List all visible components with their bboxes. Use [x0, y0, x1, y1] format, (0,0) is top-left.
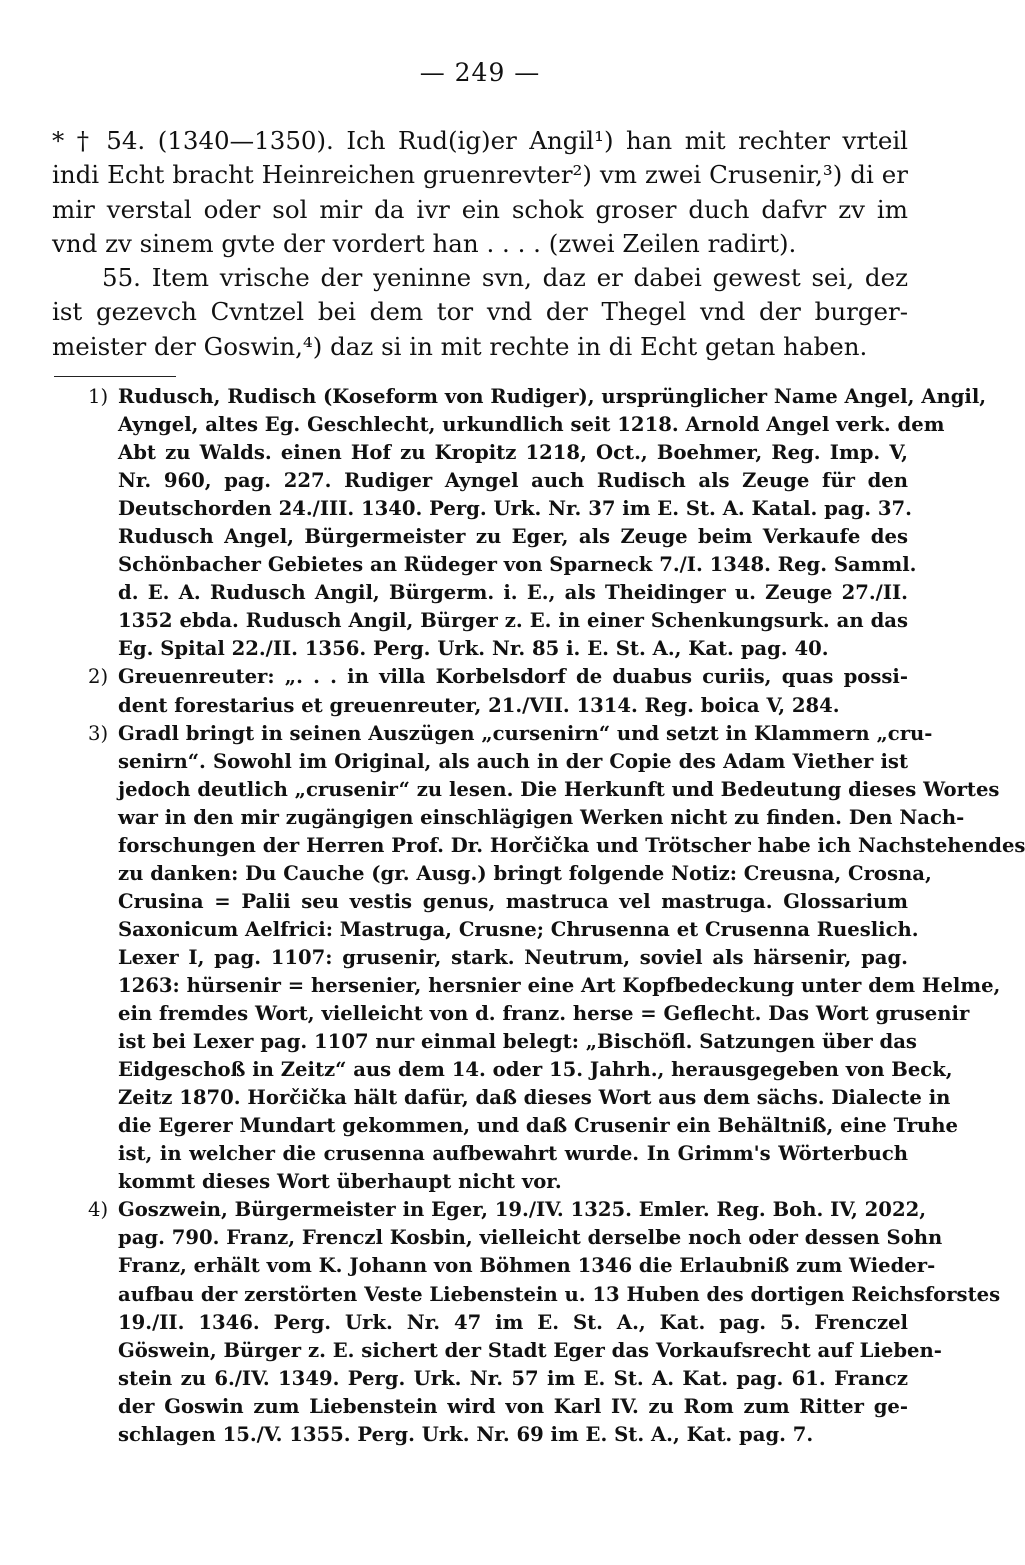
- main-text-line: indi Echt bracht Heinreichen gruenrevter²) vm zwei Crusenir,³) di er: [52, 160, 908, 190]
- footnote-line: Eg. Spital 22./II. 1356. Perg. Urk. Nr. 85 i. E. St. A., Kat. pag. 40.: [118, 637, 829, 661]
- footnote-line: Eidgeschoß in Zeitz“ aus dem 14. oder 15. Jahrh., herausgegeben von Beck,: [118, 1058, 953, 1082]
- footnote-line: forschungen der Herren Prof. Dr. Horčička und Trötscher habe ich Nachstehendes: [118, 833, 1025, 857]
- page-number: — 249 —: [419, 58, 541, 87]
- footnote-line: 19./II. 1346. Perg. Urk. Nr. 47 im E. St. A., Kat. pag. 5. Frenczel: [118, 1310, 908, 1334]
- footnote-text: Gradl bringt in seinen Auszügen „cursenirn“ und setzt in Klammern „cru-: [118, 721, 933, 745]
- main-text-block: [52, 124, 908, 364]
- footnote-line: Lexer I, pag. 1107: grusenir, stark. Neutrum, soviel als härsenir, pag.: [118, 945, 908, 969]
- footnote-line: schlagen 15./V. 1355. Perg. Urk. Nr. 69 im E. St. A., Kat. pag. 7.: [118, 1422, 814, 1446]
- footnotes-block: [52, 383, 1025, 1449]
- footnote-line: Schönbacher Gebietes an Rüdeger von Sparneck 7./I. 1348. Reg. Samml.: [118, 553, 917, 577]
- footnote-line: ist bei Lexer pag. 1107 nur einmal belegt: „Bischöfl. Satzungen über das: [118, 1030, 917, 1054]
- footnote-line: 1352 ebda. Rudusch Angil, Bürger z. E. in einer Schenkungsurk. an das: [118, 609, 908, 633]
- footnote-line: Franz, erhält vom K. Johann von Böhmen 1346 die Erlaubniß zum Wieder-: [118, 1254, 936, 1278]
- footnote-line: Göswein, Bürger z. E. sichert der Stadt Eger das Vorkaufsrecht auf Lieben-: [118, 1338, 942, 1362]
- footnote-line: 1263: hürsenir = hersenier, hersnier eine Art Kopfbedeckung unter dem Helme,: [118, 973, 1001, 997]
- footnote-line: die Egerer Mundart gekommen, und daß Crusenir ein Behältniß, eine Truhe: [118, 1114, 959, 1138]
- footnote-line: der Goswin zum Liebenstein wird von Karl IV. zu Rom zum Ritter ge-: [118, 1394, 908, 1418]
- footnote-line: senirn“. Sowohl im Original, als auch in der Copie des Adam Viether ist: [118, 749, 908, 773]
- footnote-line: Nr. 960, pag. 227. Rudiger Ayngel auch Rudisch als Zeuge für den: [118, 469, 908, 493]
- footnote-line: Deutschorden 24./III. 1340. Perg. Urk. Nr. 37 im E. St. A. Katal. pag. 37.: [118, 497, 912, 521]
- main-text-line: meister der Goswin,⁴) daz si in mit rechte in di Echt getan haben.: [52, 331, 868, 361]
- footnote-line: kommt dieses Wort überhaupt nicht vor.: [118, 1170, 562, 1194]
- footnote-marker: 3): [88, 721, 109, 745]
- footnote-line: zu danken: Du Cauche (gr. Ausg.) bringt folgende Notiz: Creusna, Crosna,: [118, 861, 932, 885]
- footnote-line: stein zu 6./IV. 1349. Perg. Urk. Nr. 57 im E. St. A. Kat. pag. 61. Francz: [118, 1366, 908, 1390]
- footnote-line: Ayngel, altes Eg. Geschlecht, urkundlich seit 1218. Arnold Angel verk. dem: [118, 413, 945, 437]
- footnote-line: Abt zu Walds. einen Hof zu Kropitz 1218, Oct., Boehmer, Reg. Imp. V,: [118, 441, 908, 465]
- document-page: [52, 0, 1025, 1565]
- main-text-line: mir verstal oder sol mir da ivr ein schok groser duch dafvr zv im: [52, 194, 908, 224]
- footnote-line: Zeitz 1870. Horčička hält dafür, daß dieses Wort aus dem sächs. Dialecte in: [118, 1086, 951, 1110]
- footnote-line: ein fremdes Wort, vielleicht von d. franz. herse = Geflecht. Das Wort grusenir: [118, 1002, 970, 1026]
- footnote-text: Goszwein, Bürgermeister in Eger, 19./IV. 1325. Emler. Reg. Boh. IV, 2022,: [118, 1198, 927, 1222]
- footnote-marker: 2): [88, 665, 109, 689]
- footnote-line: jedoch deutlich „crusenir“ zu lesen. Die Herkunft und Bedeutung dieses Wortes: [118, 777, 1000, 801]
- main-text-line: vnd zv sinem gvte der vordert han . . . . (zwei Zeilen radirt).: [52, 228, 797, 258]
- footnote-line: [52, 720, 933, 748]
- footnote-text: Rudusch, Rudisch (Koseform von Rudiger), ursprünglicher Name Angel, Angil,: [118, 385, 987, 408]
- main-text-line: 55. Item vrische der yeninne svn, daz er dabei gewest sei, dez: [102, 263, 908, 293]
- footnote-line: d. E. A. Rudusch Angil, Bürgerm. i. E., als Theidinger u. Zeuge 27./II.: [118, 581, 908, 605]
- footnote-line: pag. 790. Franz, Frenczl Kosbin, vielleicht derselbe noch oder dessen Sohn: [118, 1226, 943, 1250]
- footnote-separator: [54, 376, 176, 377]
- footnote-line: Crusina = Palii seu vestis genus, mastruca vel mastruga. Glossarium: [118, 889, 908, 913]
- footnote-marker: 1): [88, 385, 109, 408]
- main-text-line: * † 54. (1340—1350). Ich Rud(ig)er Angil¹) han mit rechter vrteil: [52, 126, 908, 155]
- footnote-line: ist, in welcher die crusenna aufbewahrt wurde. In Grimm's Wörterbuch: [118, 1142, 908, 1166]
- footnote-line: aufbau der zerstörten Veste Liebenstein u. 13 Huben des dortigen Reichsforstes: [118, 1282, 1001, 1306]
- main-text-line: ist gezevch Cvntzel bei dem tor vnd der Thegel vnd der burger-: [52, 297, 908, 327]
- footnote-line: [52, 663, 908, 691]
- footnote-line: Rudusch Angel, Bürgermeister zu Eger, als Zeuge beim Verkaufe des: [118, 525, 908, 549]
- footnote-marker: 4): [88, 1198, 109, 1222]
- footnote-line: Saxonicum Aelfrici: Mastruga, Crusne; Chrusenna et Crusenna Rueslich.: [118, 917, 919, 941]
- footnote-line: dent forestarius et greuenreuter, 21./VII. 1314. Reg. boica V, 284.: [118, 693, 840, 717]
- footnote-line: [52, 383, 987, 411]
- footnote-text: Greuenreuter: „. . . in villa Korbelsdorf de duabus curiis, quas possi-: [118, 665, 908, 689]
- footnote-line: war in den mir zugängigen einschlägigen Werken nicht zu finden. Den Nach-: [118, 805, 965, 829]
- footnote-line: [52, 1196, 927, 1224]
